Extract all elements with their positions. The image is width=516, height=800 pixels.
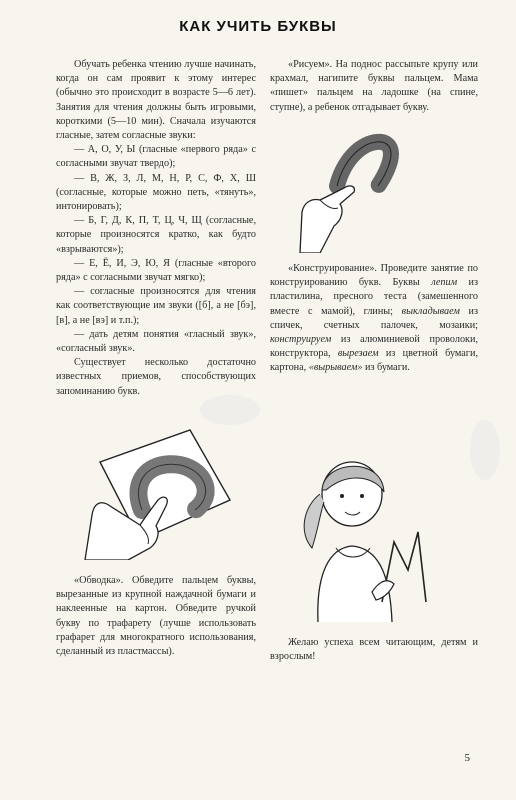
scan-shadow [470,420,500,480]
intro-paragraph: Обучать ребенка чтению лучше начинать, когда он сам проявит к этому интерес (обычно это происходит в возрасте 5—6 лет). Занятия для чтения должны быть игровыми, короткими (5—10 мин). Сначала изучаются гласные, затем согласные звуки: [56,59,256,142]
list-item: — Б, Г, Д, К, П, Т, Ц, Ч, Щ (согласные, которые произносятся кратко, как будто «взрываются»); [56,215,256,255]
page-number: 5 [464,752,470,764]
konstr-emphasis: вырезаем [337,348,379,360]
konstr-emphasis: лепим [431,277,458,289]
wish-section [270,636,478,664]
konstr-text: Проведите занятие по конструированию букв. Буквы [270,263,478,289]
konstr-text: из цветной бумаги, картона, [270,348,478,374]
tracing-hand-illustration [80,420,240,560]
konstruirovanie-section [270,262,478,376]
konstr-emphasis: «вырываем» [308,362,363,374]
list-item: — Е, Ё, И, Э, Ю, Я (гласные «второго ряда» с согласными звучат мягко); [56,257,256,284]
risuem-text: На поднос рассыпьте крупу или крахмал, нагипите буквы пальцем. Мама «пишет» пальцем на ладошке (на спине, ступне), а ребенок отгадывает букву. [270,59,478,113]
scan-shadow [200,395,260,425]
wish-text: Желаю успеха всем читающим, детям и взрослым! [270,637,478,663]
drawing-in-grain-illustration [282,128,412,253]
konstr-heading: «Конструирование». [288,263,377,274]
left-column [56,58,256,399]
list-item: — А, О, У, Ы (гласные «первого ряда» с согласными звучат твердо); [56,144,256,170]
konstr-text: из спичек, счетных палочек, мозаики; [270,305,479,331]
page-title: КАК УЧИТЬ БУКВЫ [179,18,337,35]
list-item: — В, Ж, З, Л, М, Н, Р, С, Ф, Х, Ш (согласные, которые можно петь, «тянуть», интонировать); [56,172,256,213]
konstr-text: из пластилина, пресного теста (замешенного вместе с мамой), глины; [270,277,478,317]
list-item: — согласные произносятся для чтения как соответствующие им звуки ([б], а не [бэ], [в], а не [вэ] и т.п.); [56,286,256,326]
girl-with-wire-letter-illustration [290,452,440,622]
list-item: — дать детям понятия «гласный звук», «согласный звук». [56,328,256,355]
closing-paragraph: Существует несколько достаточно известных приемов, способствующих запоминанию букв. [56,357,256,397]
konstr-emphasis: конструируем [270,334,332,346]
risuem-heading: «Рисуем». [288,59,333,70]
risuem-section [270,58,478,115]
obvodka-text: Обведите пальцем буквы, вырезанные из крупной наждачной бумаги и наклеенные на картон. Обведите ручкой букву по трафарету (лучше использовать графарет для многократного использования, сделанный из пластмассы). [56,575,256,658]
obvodka-section [56,574,256,659]
konstr-emphasis: выкладываем [401,305,460,317]
konstr-text: из бумаги. [362,362,410,374]
konstr-text: из алюминиевой проволоки, конструктора, [270,334,478,360]
obvodka-heading: «Обводка». [74,575,124,586]
